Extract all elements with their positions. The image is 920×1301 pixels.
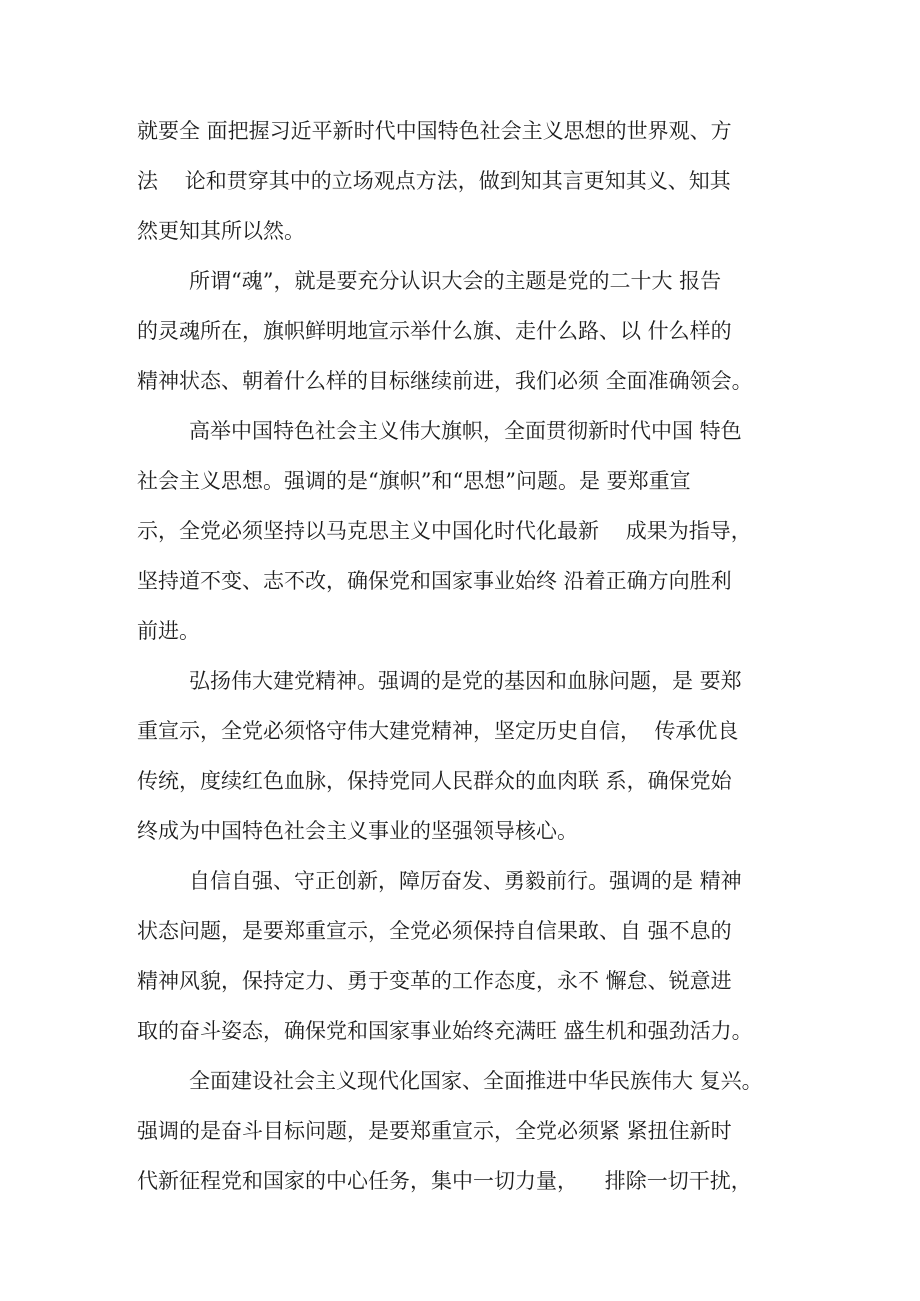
paragraph-2-line-2: 的灵魂所在，旗帜鲜明地宣示举什么旗、走什么路、以 什么样的	[137, 319, 732, 343]
paragraph-2-line-3: 精神状态、朝着什么样的目标继续前进，我们必须 全面准确领会。	[137, 369, 753, 393]
paragraph-5-line-1: 自信自强、守正创新，障厉奋发、勇毅前行。强调的是 精神	[189, 869, 742, 893]
paragraph-2-line-1: 所谓“魂”，就是要充分认识大会的主题是党的二十大 报告	[189, 269, 722, 293]
paragraph-6-line-2: 强调的是奋斗目标问题，是要郑重宣示，全党必须紧 紧扭住新时	[137, 1119, 732, 1143]
paragraph-4-line-1: 弘扬伟大建党精神。强调的是党的基因和血脉问题，是 要郑	[189, 669, 742, 693]
paragraph-5-line-4: 取的奋斗姿态，确保党和国家事业始终充满旺 盛生机和强劲活力。	[137, 1019, 753, 1043]
paragraph-6-line-1: 全面建设社会主义现代化国家、全面推进中华民族伟大 复兴。	[189, 1069, 763, 1093]
paragraph-1-line-1: 就要全 面把握习近平新时代中国特色社会主义思想的世界观、方	[137, 119, 732, 143]
paragraph-6-line-3: 代新征程党和国家的中心任务，集中一切力量， 排除一切干扰，	[137, 1169, 752, 1193]
paragraph-5-line-2: 状态问题，是要郑重宣示，全党必须保持自信果敢、自 强不息的	[137, 919, 732, 943]
paragraph-1-line-3: 然更知其所以然。	[137, 219, 305, 243]
paragraph-3-line-4: 坚持道不变、志不改，确保党和国家事业始终 沿着正确方向胜利	[137, 569, 732, 593]
paragraph-3-line-1: 高举中国特色社会主义伟大旗帜，全面贯彻新时代中国 特色	[189, 419, 742, 443]
paragraph-4-line-2: 重宣示，全党必须恪守伟大建党精神，坚定历史自信， 传承优良	[137, 719, 739, 743]
paragraph-4-line-3: 传统，度续红色血脉，保持党同人民群众的血肉联 系，确保党始	[137, 769, 732, 793]
paragraph-3-line-3: 示，全党必须坚持以马克思主义中国化时代化最新 成果为指导，	[137, 519, 752, 543]
paragraph-3-line-5: 前进。	[137, 619, 200, 643]
paragraph-1-line-2: 法 论和贯穿其中的立场观点方法，做到知其言更知其义、知其	[137, 169, 731, 193]
paragraph-3-line-2: 社会主义思想。强调的是“旗帜”和“思想”问题。是 要郑重宣	[137, 469, 691, 493]
paragraph-5-line-3: 精神风貌，保持定力、勇于变革的工作态度，永不 懈怠、锐意进	[137, 969, 732, 993]
paragraph-4-line-4: 终成为中国特色社会主义事业的坚强领导核心。	[137, 819, 578, 843]
